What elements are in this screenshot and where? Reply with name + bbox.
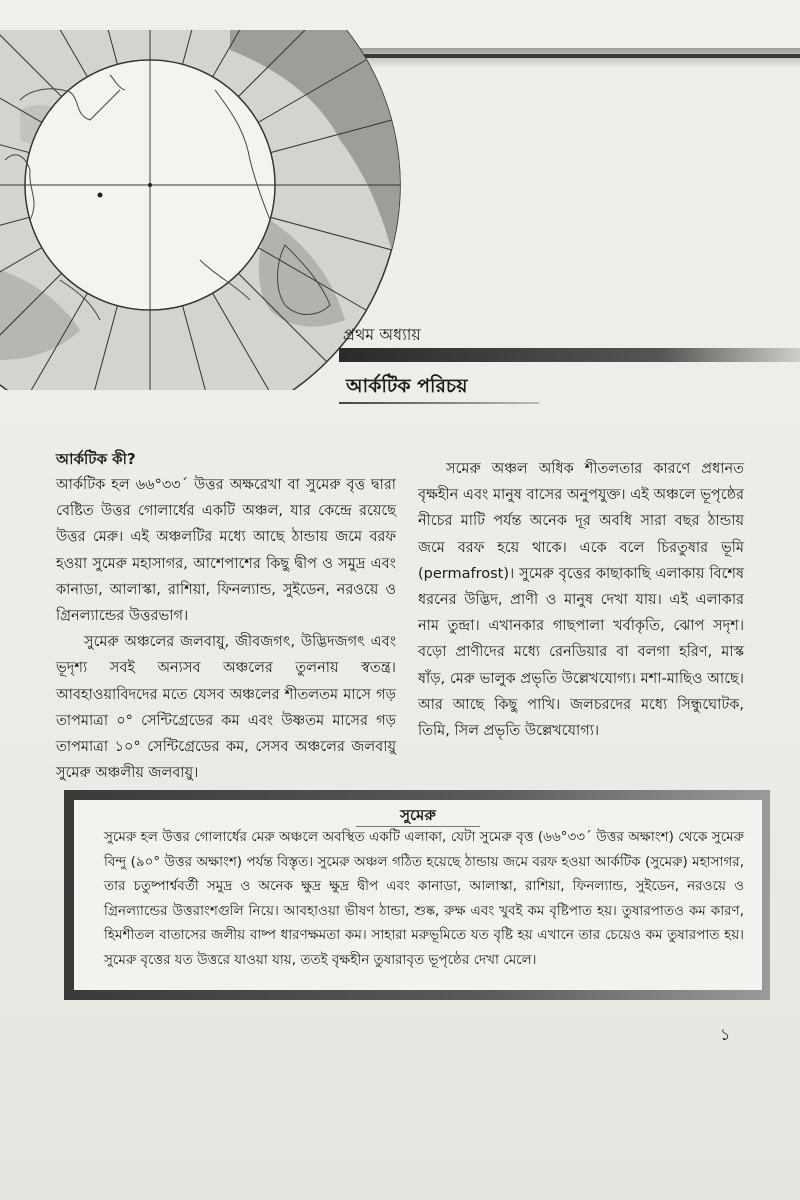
section-heading: আর্কটিক কী? [56,450,136,468]
map-dot [98,193,103,198]
left-column [56,446,396,786]
paragraph: সমেরু অঞ্চল অধিক শীতলতার কারণে প্রধানত বৃক্ষহীন এবং মানুষ বাসের অনুপযুক্ত। এই অঞ্চলে ভূপৃষ্ঠের নীচের মাটি পর্যন্ত অনেক দূর অবধি সারা বছর ঠান্ডায় জমে বরফ হয়ে থাকে। একে বলে চিরতুষার ভূমি (permafrost)। সুমেরু বৃত্তের কাছাকাছি এলাকায় বিশেষ ধরনের উদ্ভিদ, প্রাণী ও মানুষ দেখা যায়। এই এলাকার নাম তুন্দ্রা। এখানকার গাছপালা খর্বাকৃতি, ঝোপ সদৃশ। বড়ো প্রাণীদের মধ্যে রেনডিয়ার বা বলগা হরিণ, মাস্ক ষাঁড়, মেরু ভালুক প্রভৃতি উল্লেখযোগ্য। মশা-মাছিও আছে। আর আছে কিছু পাখি। জলচরদের মধ্যে সিন্ধুঘোটক, তিমি, সিল প্রভৃতি উল্লেখযোগ্য। [418,461,744,740]
chapter-title: আর্কটিক পরিচয় [346,375,468,397]
info-box-text: সুমেরু হল উত্তর গোলার্ধের মেরু অঞ্চলে অবস্থিত একটি এলাকা, যেটা সুমেরু বৃত্ত (৬৬°৩৩´ উত্তর অক্ষাংশ) থেকে সুমেরু বিন্দু (৯০° উত্তর অক্ষাংশ) পর্যন্ত বিস্তৃত। সুমেরু অঞ্চল গঠিত হয়েছে ঠান্ডায় জমে বরফ হওয়া আর্কটিক (সুমেরু) মহাসাগর, তার চতুষ্পার্শ্ববর্তী সমুদ্র ও অনেক ক্ষুদ্র ক্ষুদ্র দ্বীপ এবং কানাডা, আলাস্কা, রাশিয়া, ফিনল্যান্ড, সুইডেন, নরওয়ে ও গ্রিনল্যান্ডের উত্তরাংশগুলি নিয়ে। আবহাওয়া ভীষণ ঠান্ডা, শুষ্ক, রুক্ষ এবং খুবই কম বৃষ্টিপাত হয়। তুষারপাতও কম কারণ, হিমশীতল বাতাসের জলীয় বাষ্প ধারণক্ষমতা কম। সাহারা মরুভূমিতে যত বৃষ্টি হয় এখানে তার চেয়েও কম তুষারপাত হয়। সুমেরু বৃত্তের যত উত্তরে যাওয়া যায়, ততই বৃক্ষহীন তুষারাবৃত ভূপৃষ্ঠের দেখা মেলে। [104,829,744,968]
chapter-label: প্রথম অধ্যায় [343,325,421,344]
north-pole-dot [148,183,152,187]
info-box-title: সুমেরু [400,806,436,824]
page-number: ১ [720,1025,731,1044]
paragraph: আর্কটিক হল ৬৬°৩৩´ উত্তর অক্ষরেখা বা সুমেরু বৃত্ত দ্বারা বেষ্টিত উত্তর গোলার্ধের একটি অঞ্চল, যার কেন্দ্রে রয়েছে উত্তর মেরু। এই অঞ্চলটির মধ্যে আছে ঠান্ডায় জমে বরফ হওয়া সুমেরু মহাসাগর, আশেপাশের কিছু দ্বীপ ও সমুদ্র এবং কানাডা, আলাস্কা, রাশিয়া, ফিনল্যান্ড, সুইডেন, নরওয়ে ও গ্রিনল্যান্ডের উত্তরভাগ। [56,477,396,625]
paragraph: সুমেরু অঞ্চলের জলবায়ু, জীবজগৎ, উদ্ভিদজগৎ এবং ভূদৃশ্য সবই অন্যসব অঞ্চলের তুলনায় স্বতন্ত্র। আবহাওয়াবিদদের মতে যেসব অঞ্চলের শীতলতম মাসে গড় তাপমাত্রা ০° সেন্টিগ্রেডের কম এবং উষ্ণতম মাসের গড় তাপমাত্রা ১০° সেন্টিগ্রেডের কম, সেসব অঞ্চলের জলবায়ু সুমেরু অঞ্চলীয় জলবায়ু। [56,634,396,782]
info-box [74,800,762,990]
title-underline [339,402,539,404]
right-column [418,456,744,744]
chapter-bar [339,348,800,362]
